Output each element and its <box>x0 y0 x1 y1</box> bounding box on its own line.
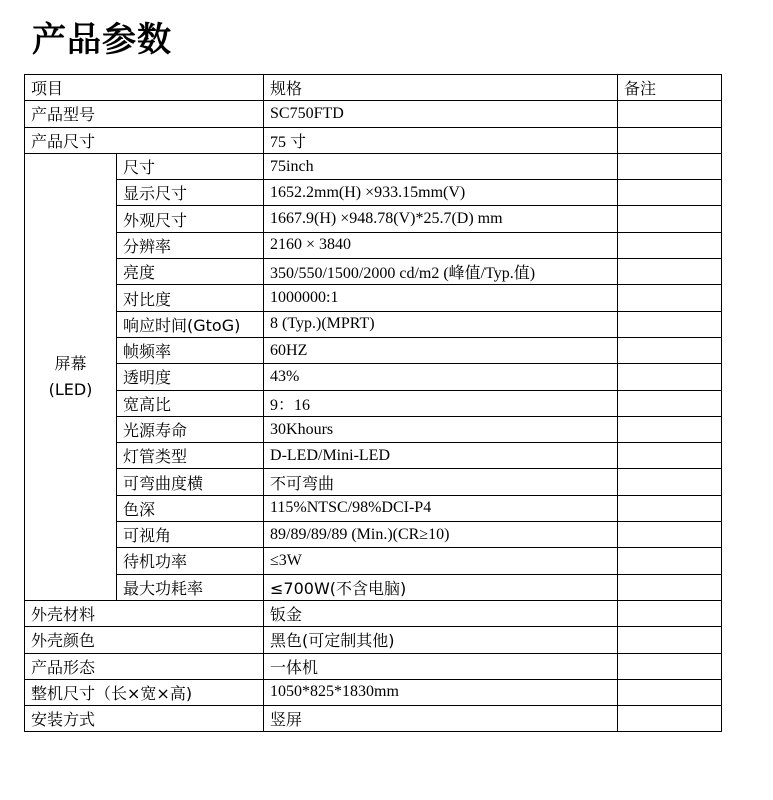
row-label: 光源寿命 <box>117 416 264 442</box>
table-row <box>25 522 722 548</box>
row-label: 灯管类型 <box>117 443 264 469</box>
row-value: 75inch <box>264 153 618 179</box>
row-value: ≤3W <box>264 548 618 574</box>
row-label: 可弯曲度横 <box>117 469 264 495</box>
row-note <box>618 495 722 521</box>
screen-group-label: 屏幕 <box>54 353 87 373</box>
header-note: 备注 <box>618 75 722 101</box>
row-note <box>618 600 722 626</box>
row-label: 产品形态 <box>25 653 264 679</box>
table-row <box>25 443 722 469</box>
row-label: 外壳材料 <box>25 600 264 626</box>
row-label: 对比度 <box>117 285 264 311</box>
header-spec: 规格 <box>264 75 618 101</box>
row-label: 产品型号 <box>25 101 264 127</box>
table-header-row <box>25 75 722 101</box>
table-row <box>25 285 722 311</box>
table-row <box>25 600 722 626</box>
header-item: 项目 <box>25 75 264 101</box>
row-note <box>618 364 722 390</box>
row-label: 整机尺寸（长×宽×高) <box>25 679 264 705</box>
table-row <box>25 311 722 337</box>
table-row <box>25 232 722 258</box>
row-value: 不可弯曲 <box>264 469 618 495</box>
row-label: 可视角 <box>117 522 264 548</box>
row-note <box>618 443 722 469</box>
row-note <box>618 285 722 311</box>
table-row <box>25 259 722 285</box>
table-row <box>25 653 722 679</box>
row-label: 色深 <box>117 495 264 521</box>
table-row <box>25 337 722 363</box>
row-note <box>618 337 722 363</box>
table-row <box>25 627 722 653</box>
page-title: 产品参数 <box>32 20 172 60</box>
table-row <box>25 206 722 232</box>
row-value: 竖屏 <box>264 706 618 732</box>
row-note <box>618 259 722 285</box>
row-value: 黑色(可定制其他) <box>264 627 618 653</box>
row-value: 钣金 <box>264 600 618 626</box>
row-label: 最大功耗率 <box>117 574 264 600</box>
row-label: 待机功率 <box>117 548 264 574</box>
row-label: 响应时间(GtoG) <box>117 311 264 337</box>
row-label: 产品尺寸 <box>25 127 264 153</box>
row-value: 350/550/1500/2000 cd/m2 (峰值/Typ.值) <box>264 259 618 285</box>
screen-group-cell <box>25 153 117 600</box>
row-note <box>618 127 722 153</box>
row-label: 安装方式 <box>25 706 264 732</box>
row-note <box>618 653 722 679</box>
row-label: 外观尺寸 <box>117 206 264 232</box>
row-value: 89/89/89/89 (Min.)(CR≥10) <box>264 522 618 548</box>
row-label: 分辨率 <box>117 232 264 258</box>
row-value: D-LED/Mini-LED <box>264 443 618 469</box>
row-label: 宽高比 <box>117 390 264 416</box>
row-value: 1000000:1 <box>264 285 618 311</box>
row-note <box>618 390 722 416</box>
row-label: 外壳颜色 <box>25 627 264 653</box>
table-row <box>25 706 722 732</box>
row-note <box>618 232 722 258</box>
table-row <box>25 469 722 495</box>
table-row <box>25 679 722 705</box>
row-note <box>618 206 722 232</box>
row-value: 75 寸 <box>264 127 618 153</box>
table-row <box>25 101 722 127</box>
row-note <box>618 153 722 179</box>
row-note <box>618 180 722 206</box>
row-note <box>618 679 722 705</box>
row-note <box>618 416 722 442</box>
table-row <box>25 574 722 600</box>
row-note <box>618 548 722 574</box>
spec-table <box>24 74 722 732</box>
row-value: 8 (Typ.)(MPRT) <box>264 311 618 337</box>
row-value: 115%NTSC/98%DCI-P4 <box>264 495 618 521</box>
row-value: 60HZ <box>264 337 618 363</box>
row-value: 30Khours <box>264 416 618 442</box>
row-note <box>618 469 722 495</box>
row-value: 1652.2mm(H) ×933.15mm(V) <box>264 180 618 206</box>
table-row <box>25 416 722 442</box>
table-row <box>25 180 722 206</box>
row-value: 一体机 <box>264 653 618 679</box>
table-row <box>25 390 722 416</box>
row-note <box>618 627 722 653</box>
row-note <box>618 101 722 127</box>
row-value: SC750FTD <box>264 101 618 127</box>
row-label: 帧频率 <box>117 337 264 363</box>
row-label: 透明度 <box>117 364 264 390</box>
screen-group-sublabel: (LED) <box>48 379 93 399</box>
row-value: 2160 × 3840 <box>264 232 618 258</box>
row-value: 1050*825*1830mm <box>264 679 618 705</box>
row-label: 显示尺寸 <box>117 180 264 206</box>
row-note <box>618 706 722 732</box>
table-row <box>25 495 722 521</box>
row-note <box>618 574 722 600</box>
table-row <box>25 153 722 179</box>
row-value: 1667.9(H) ×948.78(V)*25.7(D) mm <box>264 206 618 232</box>
row-value: ≤700W(不含电脑) <box>264 574 618 600</box>
table-row <box>25 127 722 153</box>
table-row <box>25 364 722 390</box>
table-row <box>25 548 722 574</box>
row-note <box>618 522 722 548</box>
row-value: 43% <box>264 364 618 390</box>
row-label: 亮度 <box>117 259 264 285</box>
row-label: 尺寸 <box>117 153 264 179</box>
row-note <box>618 311 722 337</box>
row-value: 9：16 <box>264 390 618 416</box>
